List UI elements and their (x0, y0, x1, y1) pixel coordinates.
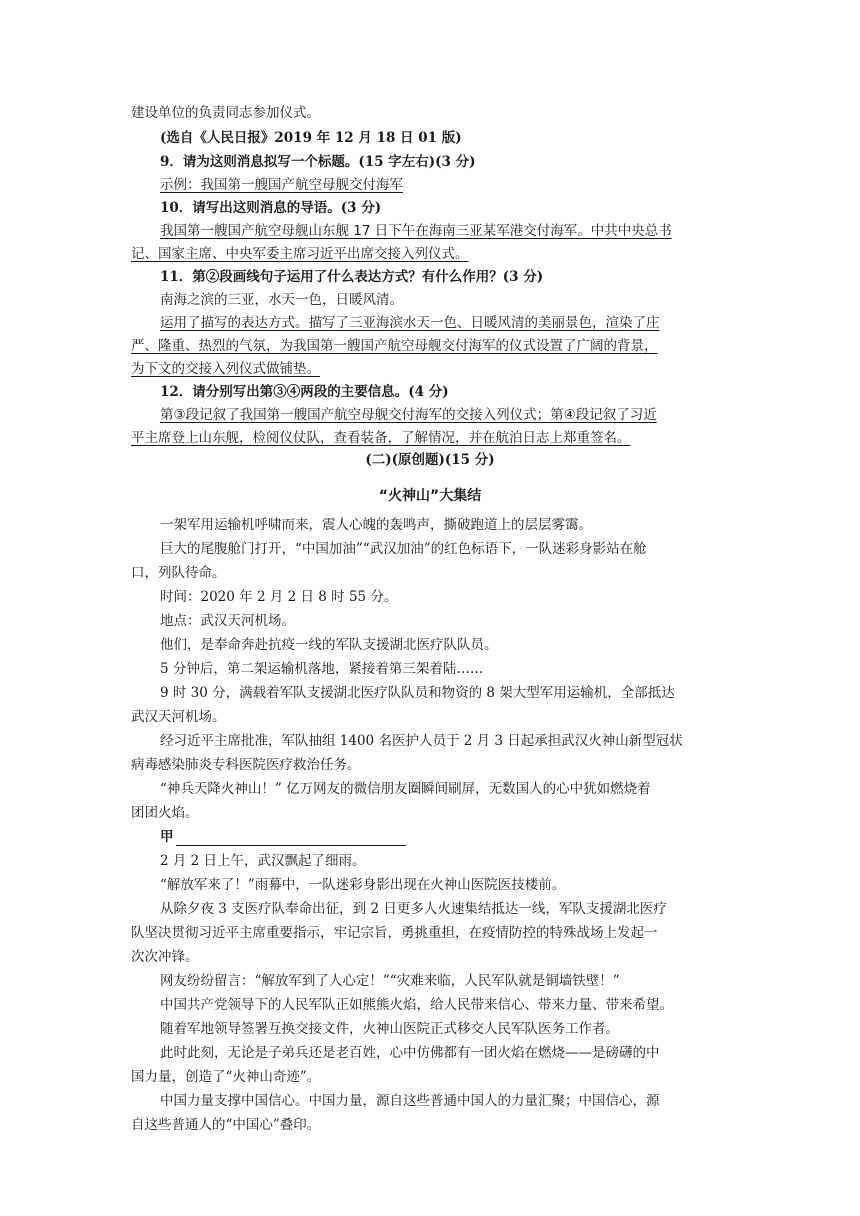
article-paragraph: 一架军用运输机呼啸而来，震人心魄的轰鸣声，撕破跑道上的层层雾霭。 (160, 517, 592, 533)
article-paragraph: 此时此刻，无论是子弟兵还是老百姓，心中仿佛都有一团火焰在燃烧——是磅礴的中 (160, 1045, 660, 1061)
article-paragraph: 中国力量支撑中国信心。中国力量，源自这些普通中国人的力量汇聚；中国信心，源 (160, 1093, 660, 1109)
article-paragraph-cont: 团团火焰。 (131, 805, 199, 821)
article-paragraph: 地点：武汉天河机场。 (160, 613, 295, 629)
blank-line[interactable] (176, 831, 406, 846)
article-paragraph: 从除夕夜 3 支医疗队奉命出征，到 2 日更多人火速集结抵达一线，军队支援湖北医疗 (160, 901, 667, 917)
answer-9: 示例：我国第一艘国产航空母舰交付海军 (160, 177, 403, 193)
source-citation: (选自《人民日报》2019 年 12 月 18 日 01 版) (160, 130, 462, 146)
article-paragraph: 网友纷纷留言：“解放军到了人心定！”“灾难来临，人民军队就是铜墙铁壁！” (160, 973, 620, 989)
question-11: 11．第②段画线句子运用了什么表达方式？有什么作用？(3 分) (160, 269, 544, 285)
article-paragraph: 巨大的尾腹舱门打开，“中国加油”“武汉加油”的红色标语下，一队迷彩身影站在舱 (160, 541, 647, 557)
question-11-quote: 南海之滨的三亚，水天一色，日暖风清。 (160, 292, 403, 308)
article-paragraph-cont: 口，列队待命。 (131, 565, 226, 581)
article-paragraph-cont: 次次冲锋。 (131, 949, 199, 965)
question-9: 9．请为这则消息拟写一个标题。(15 字左右)(3 分) (160, 154, 476, 170)
section-heading: (二)(原创题)(15 分) (365, 452, 495, 468)
question-12: 12．请分别写出第③④两段的主要信息。(4 分) (160, 384, 449, 400)
fill-blank-jia (160, 828, 406, 846)
blank-label: 甲 (160, 829, 174, 845)
answer-10-line-1: 我国第一艘国产航空母舰山东舰 17 日下午在海南三亚某军港交付海军。中共中央总书 (160, 223, 672, 239)
article-paragraph-cont: 武汉天河机场。 (131, 709, 226, 725)
article-paragraph: 他们，是奉命奔赴抗疫一线的军队支援湖北医疗队队员。 (160, 637, 498, 653)
article-paragraph: 随着军地领导签署互换交接文件，火神山医院正式移交人民军队医务工作者。 (160, 1021, 619, 1037)
answer-10-line-2: 记、国家主席、中央军委主席习近平出席交接入列仪式。 (131, 246, 469, 262)
article-paragraph: “解放军来了！”雨幕中，一队迷彩身影出现在火神山医院医技楼前。 (160, 877, 566, 893)
article-paragraph: 时间：2020 年 2 月 2 日 8 时 55 分。 (160, 589, 398, 605)
article-paragraph-cont: 病毒感染肺炎专科医院医疗救治任务。 (131, 757, 361, 773)
article-paragraph: “神兵天降火神山！” 亿万网友的微信朋友圈瞬间刷屏，无数国人的心中犹如燃烧着 (160, 781, 651, 797)
article-paragraph: 2 月 2 日上午，武汉飘起了细雨。 (160, 853, 366, 869)
article-paragraph-cont: 自这些普通人的“中国心”叠印。 (131, 1117, 321, 1133)
article-paragraph-cont: 国力量，创造了“火神山奇迹”。 (131, 1069, 321, 1085)
article-paragraph: 中国共产党领导下的人民军队正如熊熊火焰，给人民带来信心、带来力量、带来希望。 (160, 997, 673, 1013)
intro-tail: 建设单位的负责同志参加仪式。 (131, 105, 320, 121)
article-paragraph: 经习近平主席批准，军队抽组 1400 名医护人员于 2 月 3 日起承担武汉火神山新型冠状 (160, 733, 683, 749)
article-paragraph-cont: 队坚决贯彻习近平主席重要指示，牢记宗旨，勇挑重担，在疫情防控的特殊战场上发起一 (131, 925, 658, 941)
answer-11-line-3: 为下文的交接入列仪式做铺垫。 (131, 361, 320, 377)
article-paragraph: 5 分钟后，第二架运输机落地，紧接着第三架着陆…… (160, 661, 484, 677)
answer-11-line-1: 运用了描写的表达方式。描写了三亚海滨水天一色、日暖风清的美丽景色，渲染了庄 (160, 315, 660, 331)
answer-11-line-2: 严、隆重、热烈的气氛，为我国第一艘国产航空母舰交付海军的仪式设置了广阔的背景， (131, 338, 658, 354)
article-paragraph: 9 时 30 分，满载着军队支援湖北医疗队队员和物资的 8 架大型军用运输机，全部抵达 (160, 685, 675, 701)
answer-12-line-1: 第③段记叙了我国第一艘国产航空母舰交付海军的交接入列仪式；第④段记叙了习近 (160, 407, 657, 423)
answer-12-line-2: 平主席登上山东舰，检阅仪仗队，查看装备，了解情况，并在航泊日志上郑重签名。 (131, 430, 631, 446)
question-10: 10．请写出这则消息的导语。(3 分) (160, 200, 382, 216)
article-title: “火神山”大集结 (378, 488, 482, 504)
